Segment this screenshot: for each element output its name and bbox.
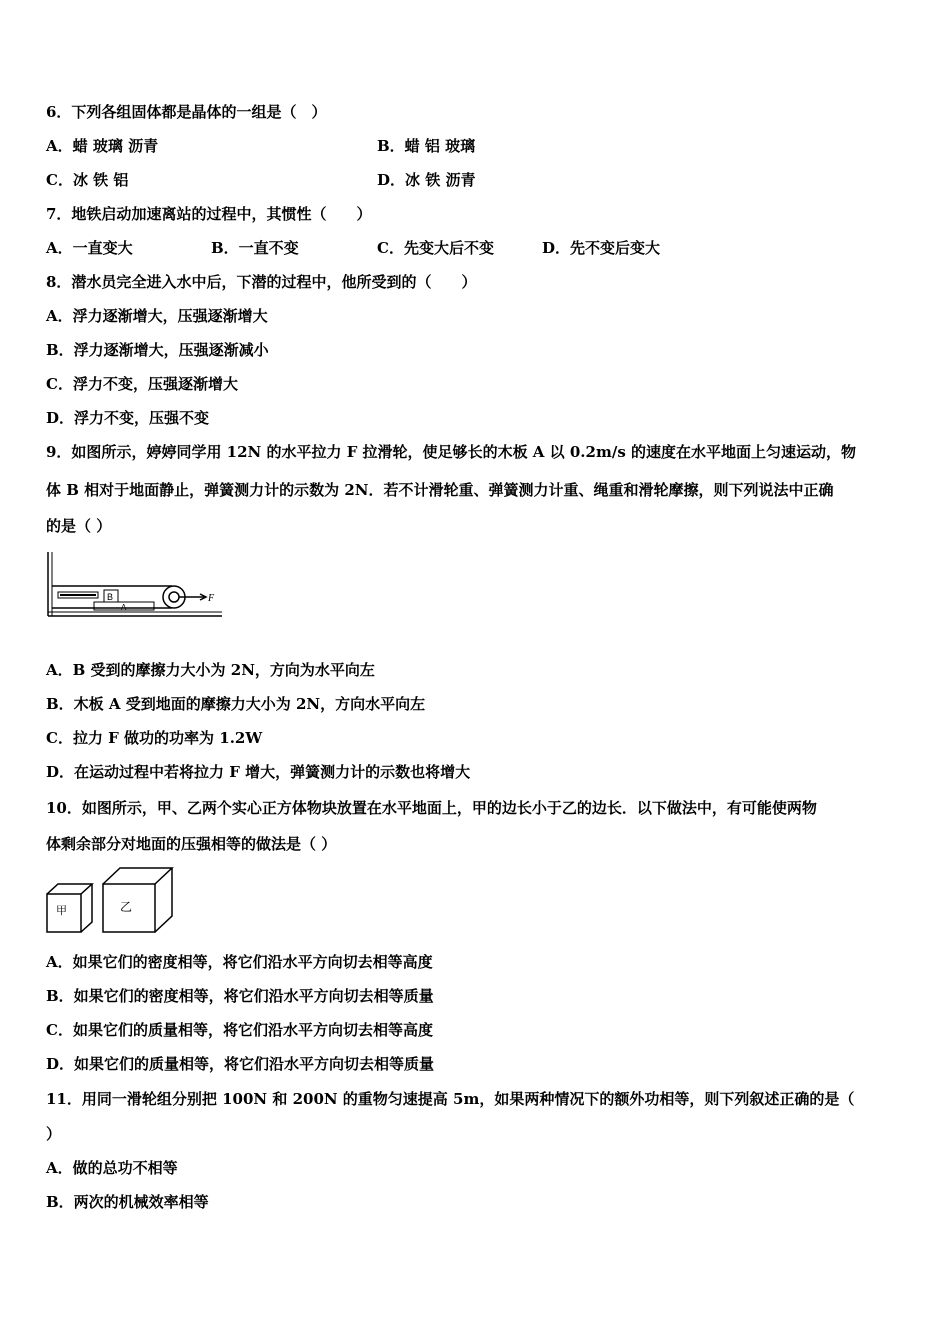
q10-option-b: B．如果它们的密度相等，将它们沿水平方向切去相等质量 <box>46 987 434 1005</box>
q7-option-b: B．一直不变 <box>211 239 299 257</box>
q11-stem-line-1: 11．用同一滑轮组分别把 100N 和 200N 的重物匀速提高 5m，如果两种情况下的额外功相等，则下列叙述正确的是（ <box>46 1090 855 1108</box>
pulley-board-figure <box>44 550 234 622</box>
pulley-inner <box>169 592 179 602</box>
q10-option-d: D．如果它们的质量相等，将它们沿水平方向切去相等质量 <box>46 1055 435 1073</box>
q9-stem-line-2: 体 B 相对于地面静止，弹簧测力计的示数为 2N．若不计滑轮重、弹簧测力计重、绳重和滑轮摩擦，则下列说法中正确 <box>46 481 834 499</box>
q6-option-b: B．蜡 铝 玻璃 <box>377 137 476 155</box>
cube-jia-label: 甲 <box>56 904 67 917</box>
q8-stem: 8．潜水员完全进入水中后，下潜的过程中，他所受到的（ ） <box>46 273 477 291</box>
cube-jia-top <box>47 884 92 894</box>
cube-yi-side <box>155 868 172 932</box>
q9-option-d: D．在运动过程中若将拉力 F 增大，弹簧测力计的示数也将增大 <box>46 763 471 781</box>
q6-stem: 6．下列各组固体都是晶体的一组是（ ） <box>46 103 327 121</box>
q8-option-c: C．浮力不变，压强逐渐增大 <box>46 375 238 393</box>
q9-option-c: C．拉力 F 做功的功率为 1.2W <box>46 729 263 747</box>
cube-yi-label: 乙 <box>120 900 133 914</box>
q8-option-d: D．浮力不变，压强不变 <box>46 409 210 427</box>
q11-option-a: A．做的总功不相等 <box>46 1159 178 1177</box>
cubes-figure <box>44 864 184 936</box>
q7-stem: 7．地铁启动加速离站的过程中，其惯性（ ） <box>46 205 372 223</box>
cube-jia-side <box>81 884 92 932</box>
q6-option-d: D．冰 铁 沥青 <box>377 171 476 189</box>
q8-option-b: B．浮力逐渐增大，压强逐渐减小 <box>46 341 269 359</box>
q10-option-c: C．如果它们的质量相等，将它们沿水平方向切去相等高度 <box>46 1021 433 1039</box>
q11-option-b: B．两次的机械效率相等 <box>46 1193 209 1211</box>
q9-stem-line-1: 9．如图所示，婷婷同学用 12N 的水平拉力 F 拉滑轮，使足够长的木板 A 以 0.2m/s 的速度在水平地面上匀速运动，物 <box>46 443 856 461</box>
block-b-label: B <box>107 592 114 602</box>
q7-option-a: A．一直变大 <box>46 239 133 257</box>
q10-stem-line-2: 体剩余部分对地面的压强相等的做法是（ ） <box>46 835 337 853</box>
cube-yi-top <box>103 868 172 884</box>
q7-option-d: D．先不变后变大 <box>542 239 661 257</box>
q6-option-c: C．冰 铁 铝 <box>46 171 129 189</box>
q10-option-a: A．如果它们的密度相等，将它们沿水平方向切去相等高度 <box>46 953 433 971</box>
q6-option-a: A．蜡 玻璃 沥青 <box>46 137 159 155</box>
q11-stem-line-2: ） <box>46 1125 62 1143</box>
force-f-label: F <box>208 593 215 604</box>
q9-option-a: A．B 受到的摩擦力大小为 2N，方向为水平向左 <box>46 661 375 679</box>
q9-option-b: B．木板 A 受到地面的摩擦力大小为 2N，方向水平向左 <box>46 695 426 713</box>
q7-option-c: C．先变大后不变 <box>377 239 494 257</box>
q10-stem-line-1: 10．如图所示，甲、乙两个实心正方体物块放置在水平地面上，甲的边长小于乙的边长．以下做法中，有可能使两物 <box>46 799 817 817</box>
board-a-label: A <box>121 603 127 612</box>
q8-option-a: A．浮力逐渐增大，压强逐渐增大 <box>46 307 268 325</box>
q9-stem-line-3: 的是（ ） <box>46 517 112 535</box>
